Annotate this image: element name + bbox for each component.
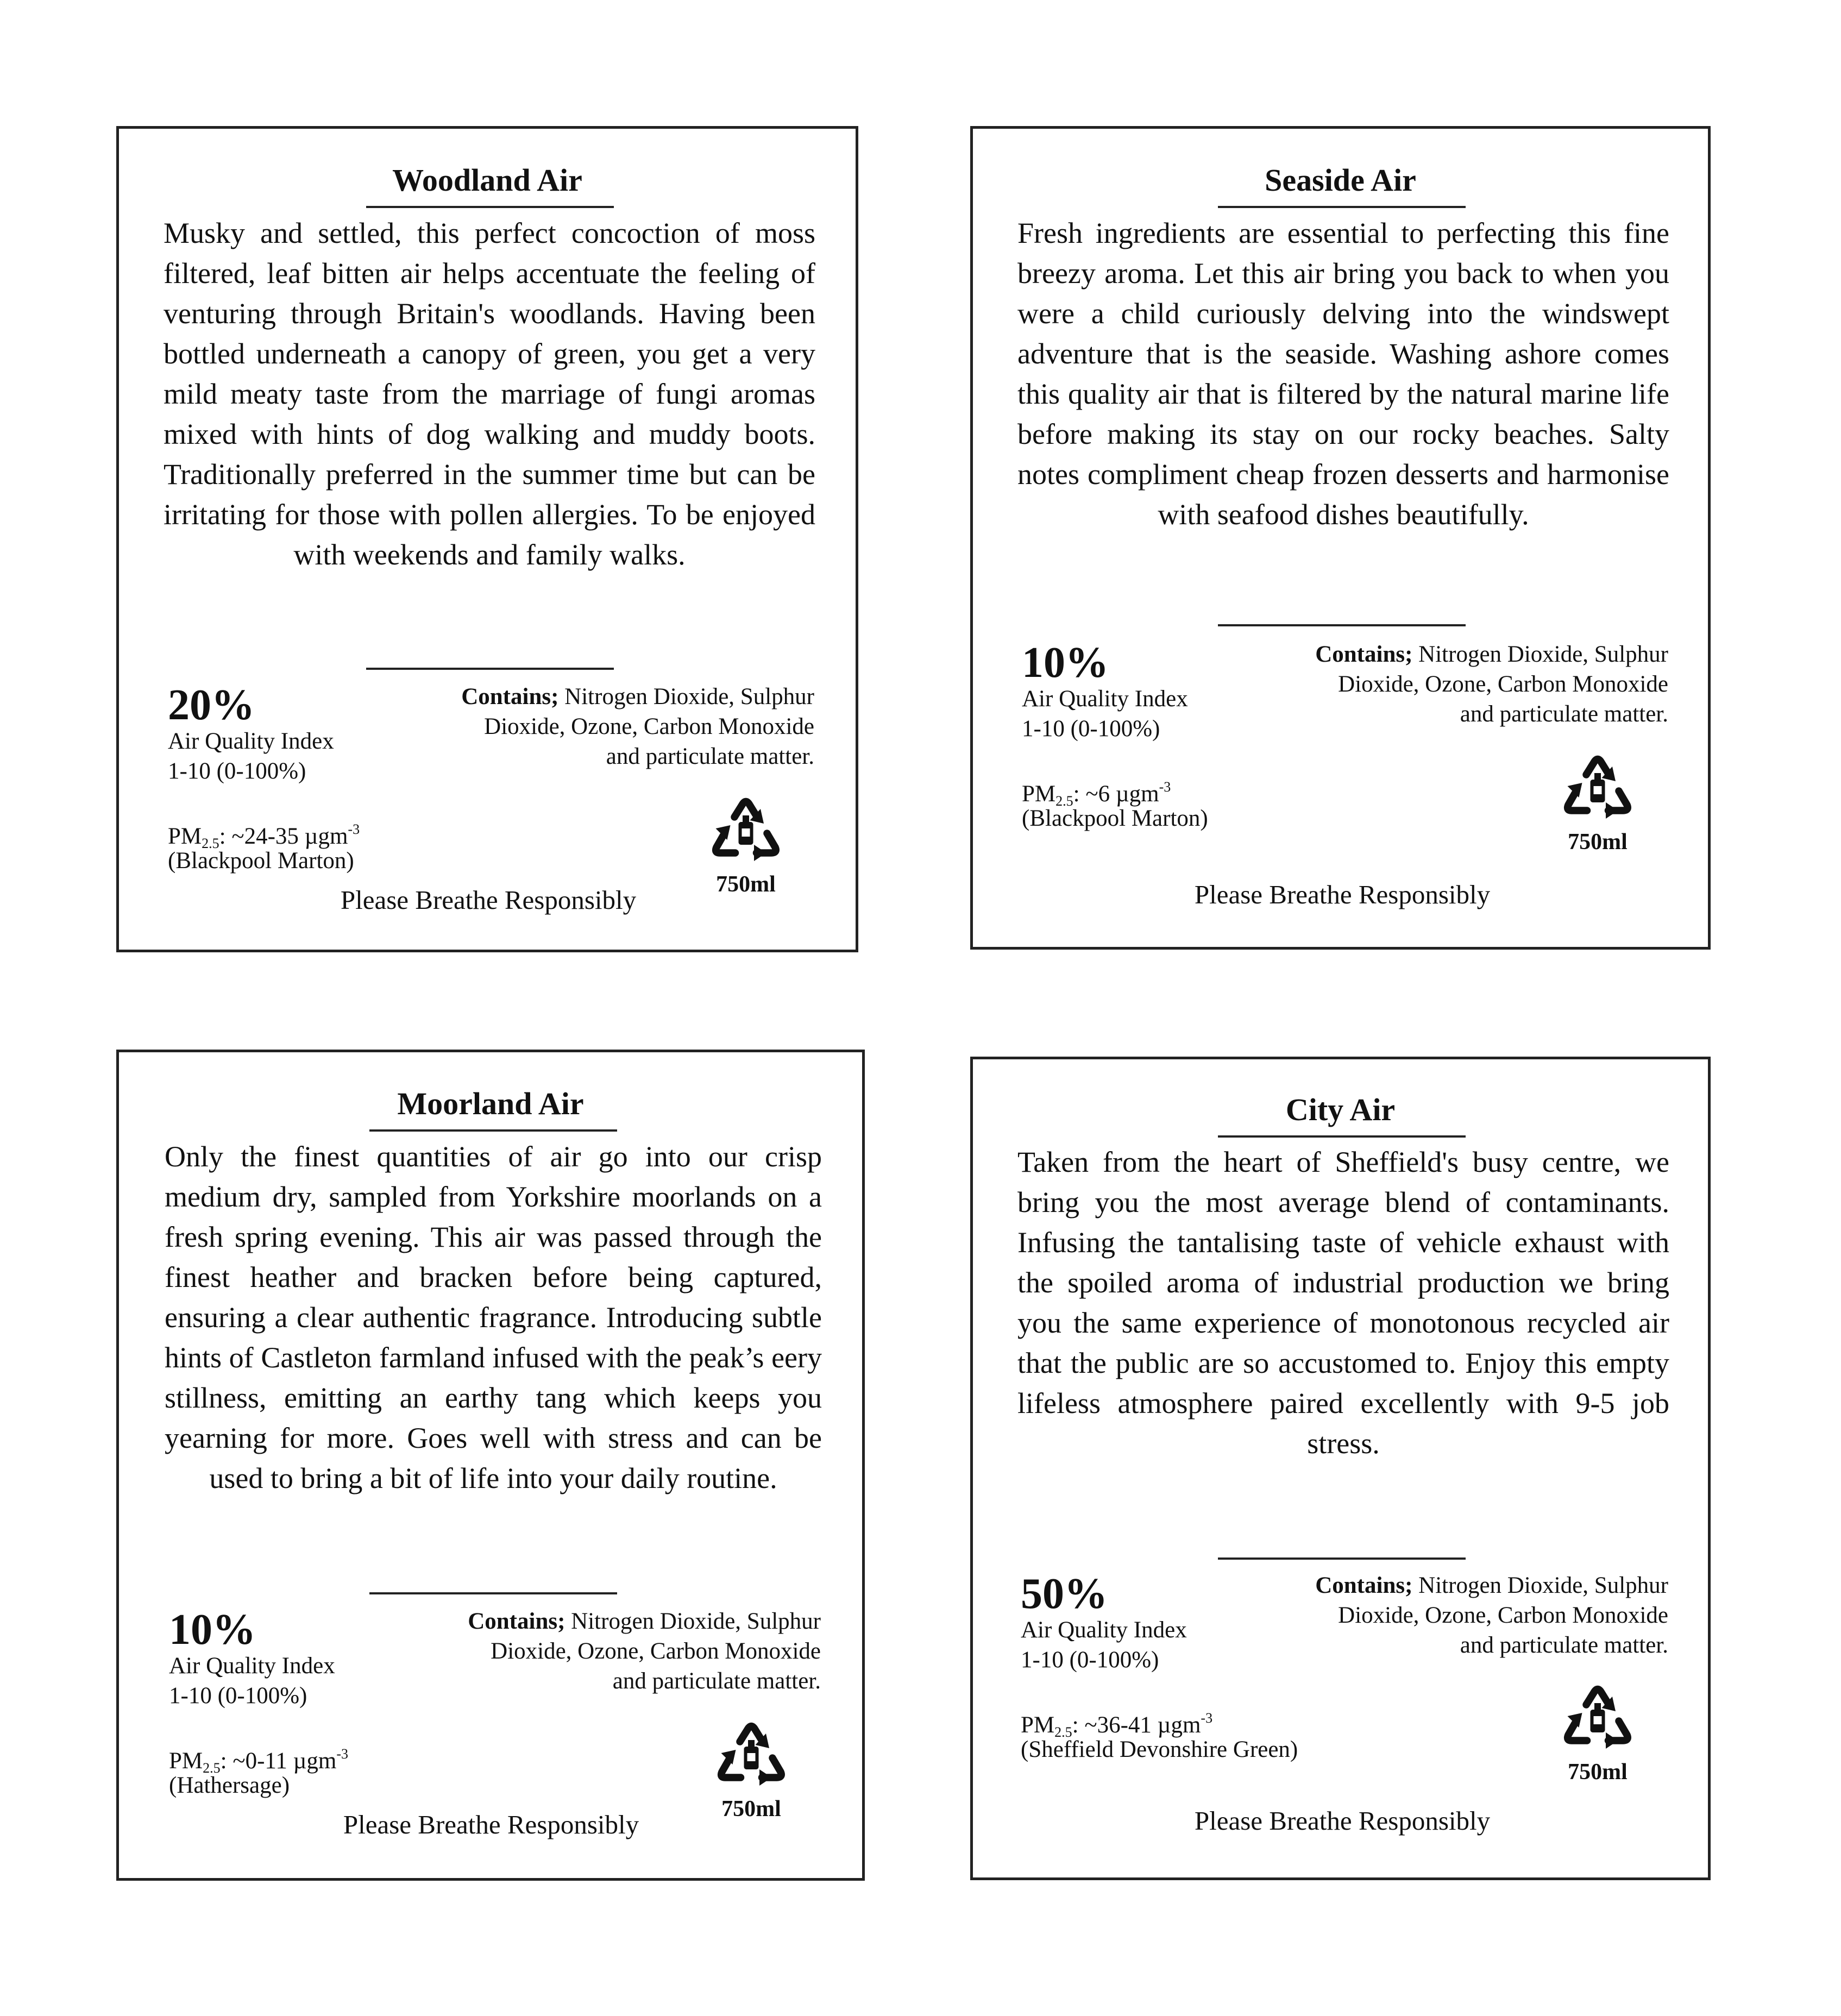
pm-subscript: 2.5 [202, 836, 219, 851]
pm-value: : ~0-11 µgm [220, 1748, 337, 1774]
contains-list: Nitrogen Dioxide, Sulphur Dioxide, Ozone, Carbon Monoxide and particulate matter. [1338, 642, 1668, 727]
pm-prefix: PM [168, 824, 202, 849]
recycle-bottle-icon [711, 1717, 792, 1799]
contains-text [467, 1606, 821, 1696]
pm-exponent: -3 [348, 821, 360, 837]
label-city-air [970, 1057, 1711, 1880]
aqi-label: Air Quality Index [168, 728, 334, 754]
pm-subscript: 2.5 [203, 1760, 221, 1776]
volume-label: 750ml [721, 1797, 781, 1822]
pm-subscript: 2.5 [1054, 1724, 1072, 1740]
aqi-scale: 1-10 (0-100%) [1022, 716, 1160, 742]
volume-label: 750ml [1568, 1760, 1628, 1785]
aqi-percent: 50% [1021, 1570, 1108, 1618]
pm-value: : ~24-35 µgm [219, 824, 348, 849]
label-description: Only the finest quantities of air go into our crisp medium dry, sampled from Yorkshire moorlands on a fresh spring evening. This air was passed through the finest heather and bracken before being captured, ensuring a clear authentic fragrance. Introducing subtle hints of Castleton farmland infused with the peak’s eery stillness, emitting an earthy tang which keeps you yearning for more. Goes well with stress and can be used to bring a bit of life into your daily routine. [165, 1140, 822, 1494]
contains-heading: Contains; [1315, 642, 1413, 667]
pm-exponent: -3 [1159, 779, 1171, 795]
pm-location: (Sheffield Devonshire Green) [1021, 1737, 1298, 1762]
aqi-scale: 1-10 (0-100%) [1021, 1647, 1159, 1673]
pm-subscript: 2.5 [1055, 793, 1073, 809]
contains-text [1315, 639, 1668, 729]
volume-label: 750ml [716, 872, 776, 897]
aqi-scale: 1-10 (0-100%) [168, 758, 306, 784]
contains-text [461, 682, 814, 771]
label-description: Taken from the heart of Sheffield's busy centre, we bring you the most average blend of contaminants. Infusing the tantalising taste of vehicle exhaust with the spoiled aroma of industrial production we bring you the same experience of monotonous recycled air that the public are so accustomed to. Enjoy this empty lifeless atmosphere paired excellently with 9-5 job stress. [1017, 1146, 1669, 1460]
pm-location: (Hathersage) [169, 1773, 290, 1798]
label-title: Moorland Air [397, 1086, 584, 1121]
aqi-label: Air Quality Index [1022, 686, 1188, 712]
pm-prefix: PM [169, 1748, 203, 1774]
aqi-percent: 20% [168, 681, 255, 729]
description-divider [1218, 1557, 1466, 1560]
label-description: Musky and settled, this perfect concoction of moss filtered, leaf bitten air helps accentuate the feeling of venturing through Britain's woodlands. Having been bottled underneath a canopy of green, you get a very mild meaty taste from the marriage of fungi aromas mixed with hints of dog walking and muddy boots. Traditionally preferred in the summer time but can be irritating for those with pollen allergies. To be enjoyed with weekends and family walks. [164, 217, 815, 571]
label-title: Woodland Air [392, 162, 582, 198]
title-divider [1218, 1135, 1466, 1138]
pm-value: : ~36-41 µgm [1072, 1712, 1201, 1738]
title-divider [366, 206, 614, 208]
aqi-label: Air Quality Index [169, 1653, 335, 1679]
pm-prefix: PM [1022, 781, 1056, 807]
recycle-bottle-icon [1557, 750, 1638, 832]
footer-text: Please Breathe Responsibly [343, 1810, 639, 1839]
title-divider [369, 1129, 617, 1132]
label-description: Fresh ingredients are essential to perfecting this fine breezy aroma. Let this air bring you back to when you were a child curiously delving into the windswept adventure that is the seaside. Washing ashore comes this quality air that is filtered by the natural marine life before making its stay on our rocky beaches. Salty notes compliment cheap frozen desserts and harmonise with seafood dishes beautifully. [1017, 217, 1669, 531]
volume-label: 750ml [1568, 830, 1628, 855]
contains-list: Nitrogen Dioxide, Sulphur Dioxide, Ozone, Carbon Monoxide and particulate matter. [1338, 1573, 1668, 1658]
title-divider [1218, 206, 1466, 208]
description-divider [366, 668, 614, 670]
contains-text [1315, 1571, 1668, 1660]
contains-heading: Contains; [461, 684, 559, 709]
aqi-scale: 1-10 (0-100%) [169, 1683, 307, 1709]
pm-location: (Blackpool Marton) [1022, 806, 1208, 831]
pm-location: (Blackpool Marton) [168, 848, 354, 874]
aqi-label: Air Quality Index [1021, 1617, 1187, 1643]
contains-list: Nitrogen Dioxide, Sulphur Dioxide, Ozone, Carbon Monoxide and particulate matter. [491, 1609, 821, 1694]
description-divider [1218, 624, 1466, 626]
description-divider [369, 1592, 617, 1594]
footer-text: Please Breathe Responsibly [340, 885, 637, 915]
contains-heading: Contains; [468, 1609, 566, 1634]
contains-heading: Contains; [1315, 1573, 1413, 1598]
footer-text: Please Breathe Responsibly [1194, 1806, 1491, 1836]
pm-value: : ~6 µgm [1073, 781, 1159, 807]
aqi-percent: 10% [1022, 639, 1109, 687]
label-seaside-air [970, 126, 1711, 950]
pm-prefix: PM [1021, 1712, 1055, 1738]
recycle-bottle-icon [1557, 1680, 1638, 1762]
recycle-bottle-icon [705, 793, 787, 874]
label-title: City Air [1285, 1092, 1396, 1127]
pm-exponent: -3 [336, 1746, 348, 1762]
contains-list: Nitrogen Dioxide, Sulphur Dioxide, Ozone, Carbon Monoxide and particulate matter. [484, 684, 814, 769]
footer-text: Please Breathe Responsibly [1194, 880, 1491, 909]
label-woodland-air [116, 126, 858, 952]
aqi-percent: 10% [169, 1606, 256, 1654]
pm-exponent: -3 [1201, 1710, 1213, 1726]
label-title: Seaside Air [1265, 162, 1416, 198]
label-moorland-air [116, 1050, 865, 1881]
